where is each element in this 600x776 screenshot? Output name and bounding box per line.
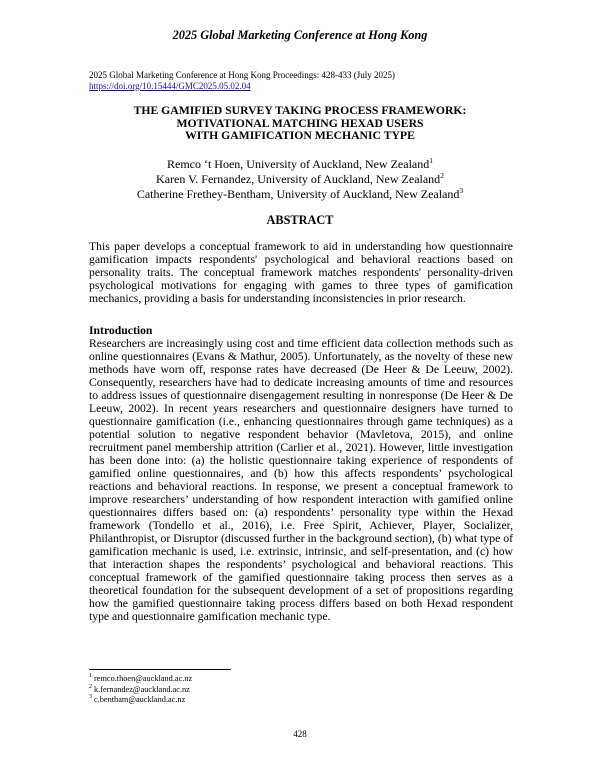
- author-2-text: Karen V. Fernandez, University of Auckland, New Zealand: [156, 171, 441, 186]
- title-line-1: THE GAMIFIED SURVEY TAKING PROCESS FRAMEWORK:: [133, 104, 467, 117]
- footnote-3-number: 3: [89, 694, 92, 701]
- author-2: [80, 172, 520, 187]
- footnote-2: [89, 685, 192, 696]
- author-list: [80, 157, 520, 201]
- author-1-text: Remco ‘t Hoen, University of Auckland, New Zealand: [166, 157, 430, 171]
- running-header: 2025 Global Marketing Conference at Hong Kong: [172, 28, 428, 42]
- footnote-1: [89, 674, 192, 685]
- proceedings-line: 2025 Global Marketing Conference at Hong Kong Proceedings: 428-433 (July 2025): [89, 70, 395, 80]
- abstract-text: This paper develops a conceptual framework to aid in understanding how questionnaire gamification impacts respondents' psychological and behavioral reactions based on personality traits. The conceptual framework matches respondents' personality-driven psychological motivations for engaging with games to three types of gamification mechanics, providing a basis for understanding inconsistencies in prior research.: [89, 240, 513, 305]
- footnote-2-email: k.fernandez@auckland.ac.nz: [94, 684, 190, 694]
- footnote-1-email: remco.thoen@auckland.ac.nz: [94, 674, 193, 683]
- introduction-heading: Introduction: [89, 324, 153, 337]
- footnote-1-number: 1: [89, 673, 92, 680]
- doi-link[interactable]: https://doi.org/10.15444/GMC2025.05.02.04: [89, 81, 251, 91]
- page-number: 428: [293, 729, 307, 739]
- title-line-2: MOTIVATIONAL MATCHING HEXAD USERS: [176, 116, 424, 130]
- author-3-footnote-mark: 3: [459, 185, 464, 195]
- footnote-divider: [89, 669, 231, 670]
- abstract-heading: ABSTRACT: [266, 213, 334, 227]
- footnotes: [89, 674, 192, 706]
- proceedings-info: [89, 70, 395, 92]
- author-1-footnote-mark: 1: [429, 156, 433, 165]
- paper-title: [80, 105, 520, 143]
- footnote-2-number: 2: [89, 683, 92, 690]
- title-line-3: WITH GAMIFICATION MECHANIC TYPE: [185, 129, 415, 143]
- author-2-footnote-mark: 2: [440, 170, 444, 180]
- introduction-text: Researchers are increasingly using cost and time efficient data collection methods such as online questionnaires (Evans & Mathur, 2005). Unfortunately, as the novelty of these new methods have worn off, response rates have decreased (De Heer & De Leeuw, 2002). Consequently, researchers have had to dedicate increasing amounts of time and resources to address issues of questionnaire disengagement resulting in nonresponse (De Heer & De Leeuw, 2002). In recent years researchers and questionnaire designers have turned to questionnaire gamification (i.e., enhancing questionnaires through game techniques) as a potential solution to negative respondent behavior (Mavletova, 2015), and online recruitment panel membership attrition (Carlier et al., 2021). However, little investigation has been done into: (a) the holistic questionnaire taking experience of respondents of gamified online questionnaires, and (b) how this affects respondents’ psychological reactions and behavioral reactions. In response, we present a conceptual framework to improve researchers’ understanding of how respondent interaction with gamified online questionnaires differs based on: (a) respondents’ personality type within the Hexad framework (Tondello et al., 2016), i.e. Free Spirit, Achiever, Player, Socializer, Philanthropist, or Disruptor (discussed further in the background section), (b) what type of gamification mechanic is used, i.e. extrinsic, intrinsic, and self-presentation, and (c) how that interaction shapes the respondents’ psychological and behavioral reactions. This conceptual framework of the gamified questionnaire taking process then serves as a theoretical foundation for the subsequent development of a set of propositions regarding how the gamified questionnaire taking process differs based on both Hexad respondent type and questionnaire gamification mechanic type.: [89, 337, 513, 623]
- author-1: [80, 157, 520, 172]
- footnote-3-email: c.bentham@auckland.ac.nz: [94, 695, 186, 705]
- author-3-text: Catherine Frethey-Bentham, University of Auckland, New Zealand: [136, 186, 460, 201]
- author-3: [80, 187, 520, 202]
- footnote-3: [89, 695, 192, 706]
